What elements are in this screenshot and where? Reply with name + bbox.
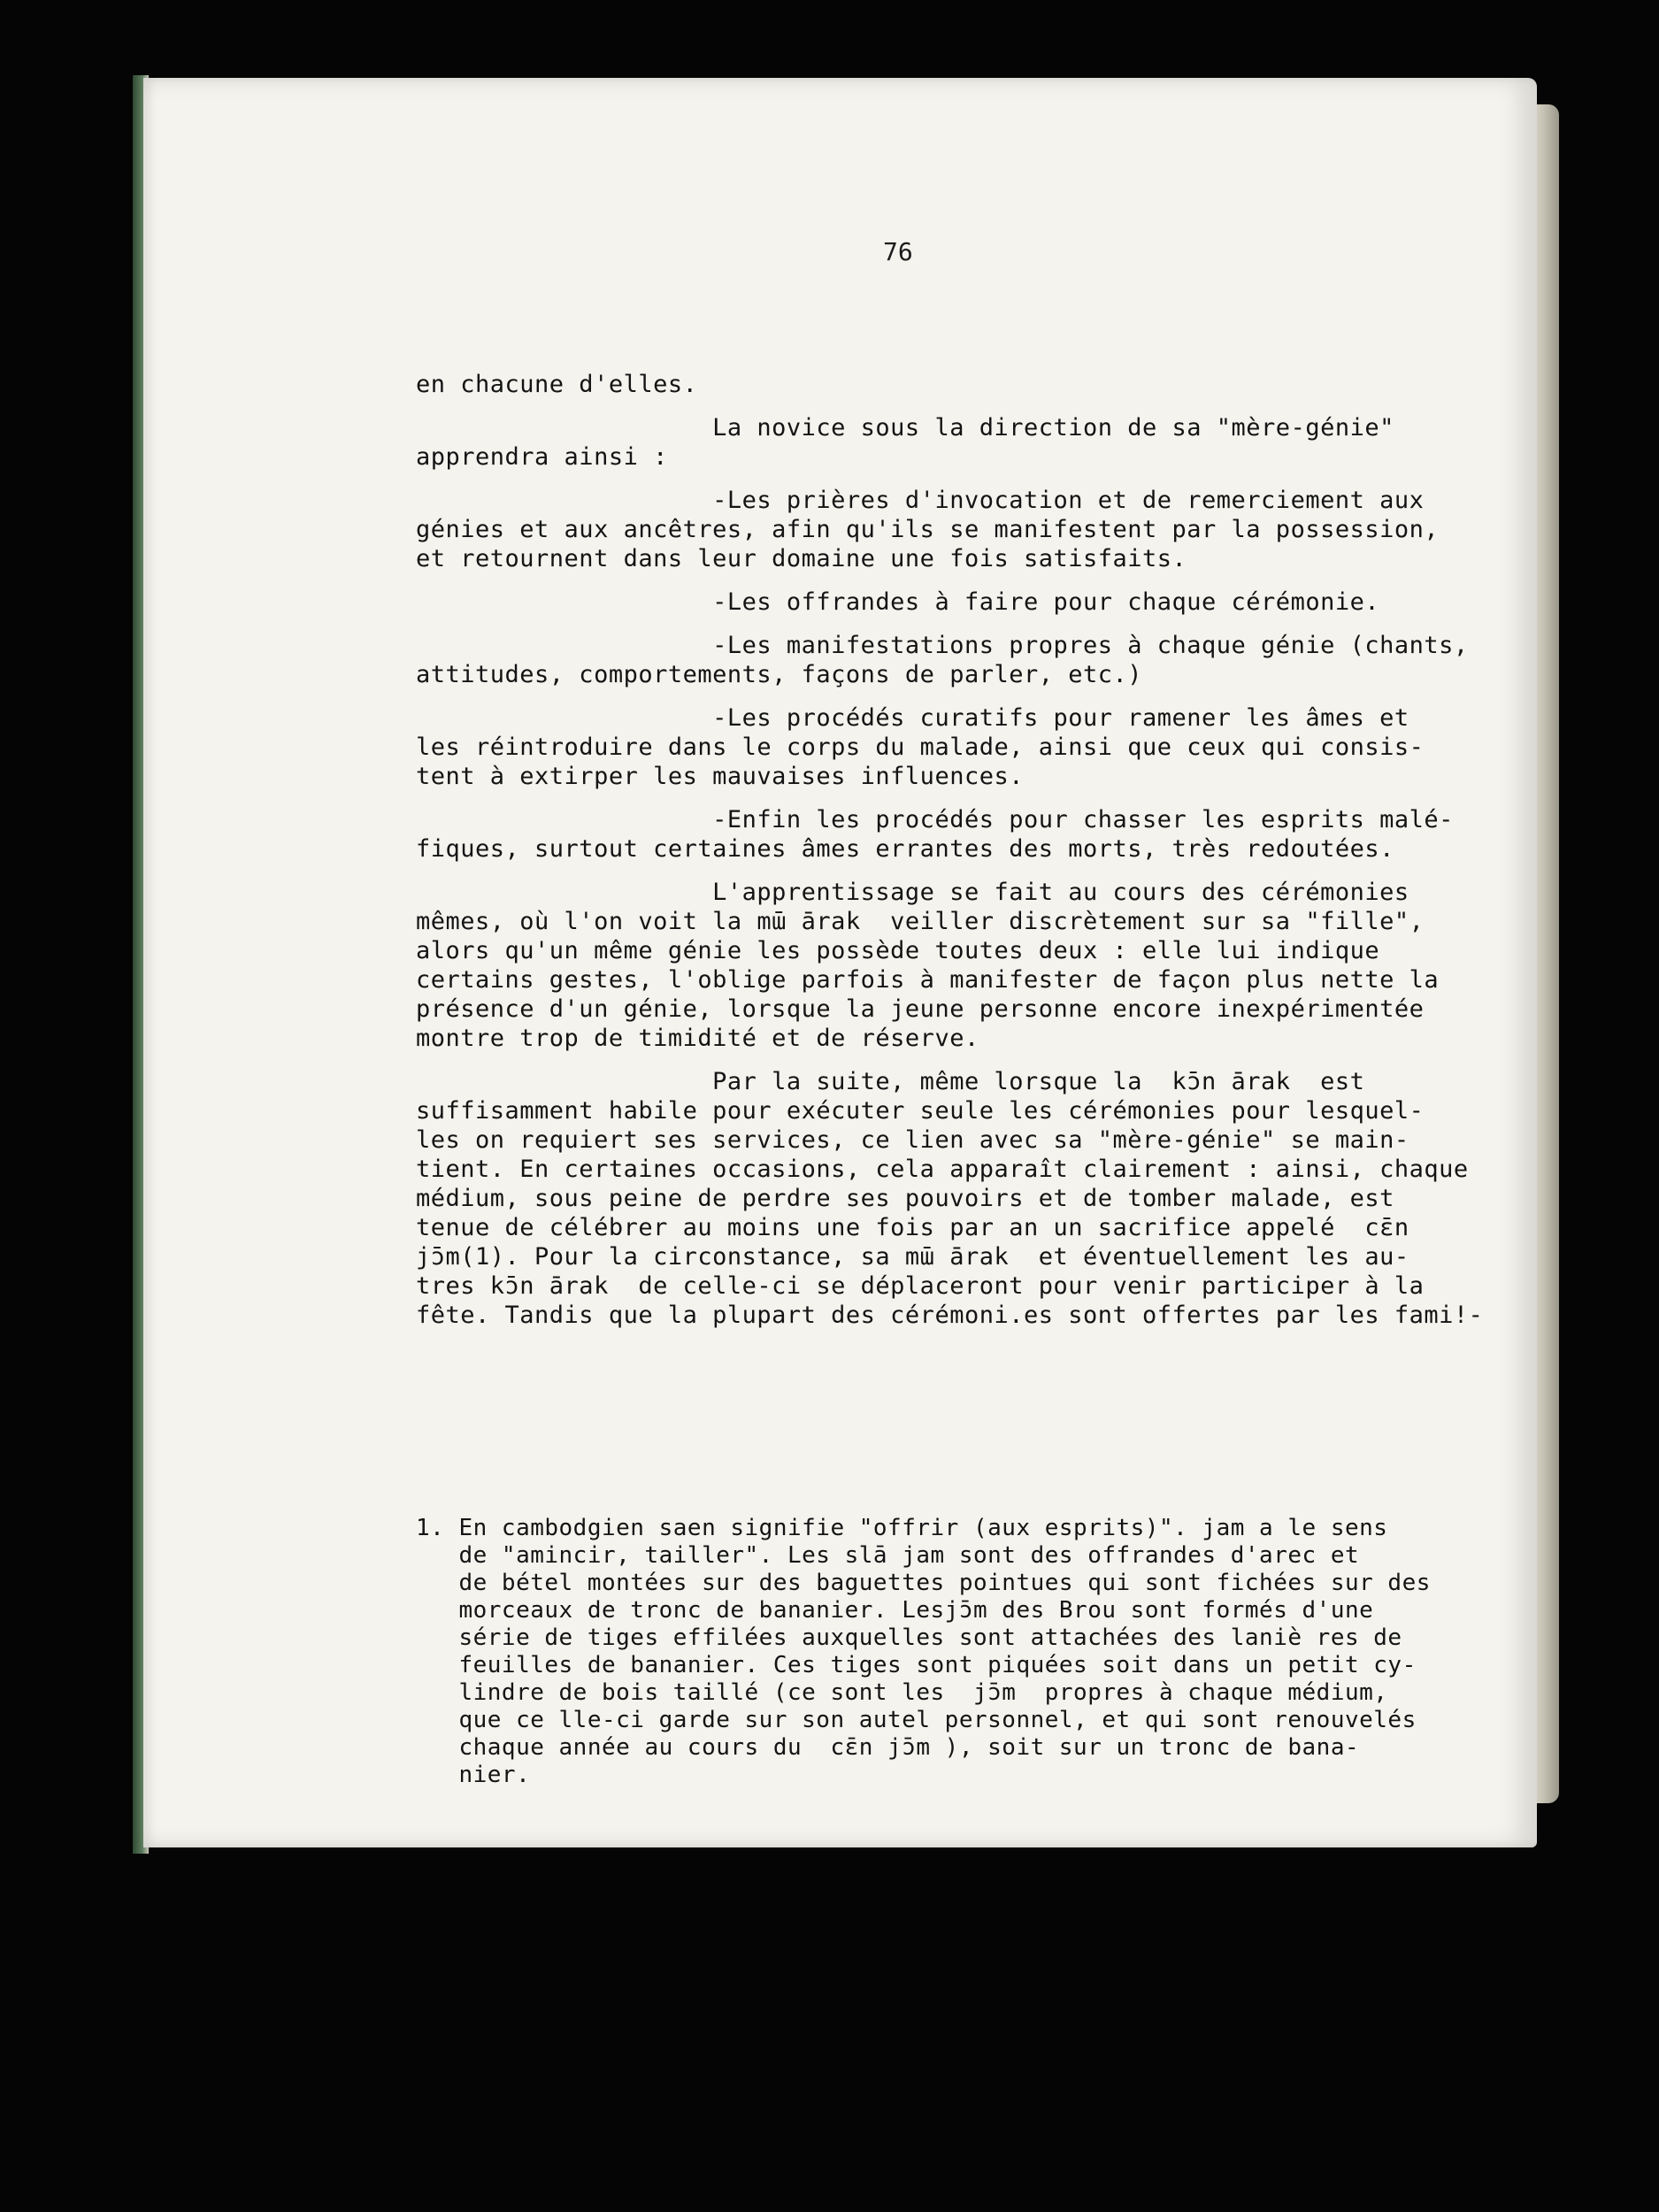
paragraph-8: L'apprentissage se fait au cours des cérémonies mêmes, où l'on voit la mɯ̄ ārak veiller discrètement sur sa "fille", alors qu'un même génie les possède toutes deux : elle lui indique certains gestes, l'oblige parfois à manifester de façon plus nette la présence d'un génie, lorsque la jeune personne encore inexpérimentée montre trop de timidité et de réserve. bbox=[416, 879, 1440, 1052]
paragraph-9: Par la suite, même lorsque la kɔ̄n ārak est suffisamment habile pour exécuter seule les cérémonies pour lesquel- les on requiert ses services, ce lien avec sa "mère-génie" se main- tient. En certaines occasions, cela apparaît clairement : ainsi, chaque médium, sous peine de perdre ses pouvoirs et de tomber malade, est tenue de célébrer au moins une fois par an un sacrifice appelé cɛ̄n jɔ̄m(1). Pour la circonstance, sa mɯ̄ ārak et éventuellement les au- tres kɔ̄n ārak de celle-ci se déplaceront pour venir participer à la fête. Tandis que la plupart des cérémoni.es sont offertes par les fami!- bbox=[416, 1068, 1484, 1329]
footnote bbox=[416, 1515, 1504, 1789]
paragraph-7: -Enfin les procédés pour chasser les esprits malé- fiques, surtout certaines âmes errantes des morts, très redoutées. bbox=[416, 806, 1454, 863]
paragraph-6: -Les procédés curatifs pour ramener les âmes et les réintroduire dans le corps du malade, ainsi que ceux qui consis- tent à extirper les mauvaises influences. bbox=[416, 704, 1425, 790]
paragraph-5: -Les manifestations propres à chaque génie (chants, attitudes, comportements, façons de parler, etc.) bbox=[416, 632, 1469, 688]
page-number: 76 bbox=[883, 237, 913, 266]
footnote-text: 1. En cambodgien saen signifie "offrir (aux esprits)". jam a le sens de "amincir, tailler". Les slā jam sont des offrandes d'arec et de bétel montées sur des baguettes pointues qui sont fichées sur des morceaux de tronc de bananier. Lesjɔ̄m des Brou sont formés d'une série de tiges effilées auxquelles sont attachées des laniè res de feuilles de bananier. Ces tiges sont piquées soit dans un petit cy- lindre de bois taillé (ce sont les jɔ̄m propres à chaque médium, que ce lle-ci garde sur son autel personnel, et qui sont renouvelés chaque année au cours du cɛ̄n jɔ̄m ), soit sur un tronc de bana- nier. bbox=[416, 1515, 1431, 1788]
paragraph-3: -Les prières d'invocation et de remerciement aux génies et aux ancêtres, afin qu'ils se manifestent par la possession, et retournent dans leur domaine une fois satisfaits. bbox=[416, 487, 1440, 572]
paragraph-2: La novice sous la direction de sa "mère-génie" apprendra ainsi : bbox=[416, 414, 1394, 471]
paragraph-4: -Les offrandes à faire pour chaque cérémonie. bbox=[416, 588, 1380, 616]
paragraph-1: en chacune d'elles. bbox=[416, 371, 698, 398]
main-text bbox=[416, 370, 1495, 1344]
